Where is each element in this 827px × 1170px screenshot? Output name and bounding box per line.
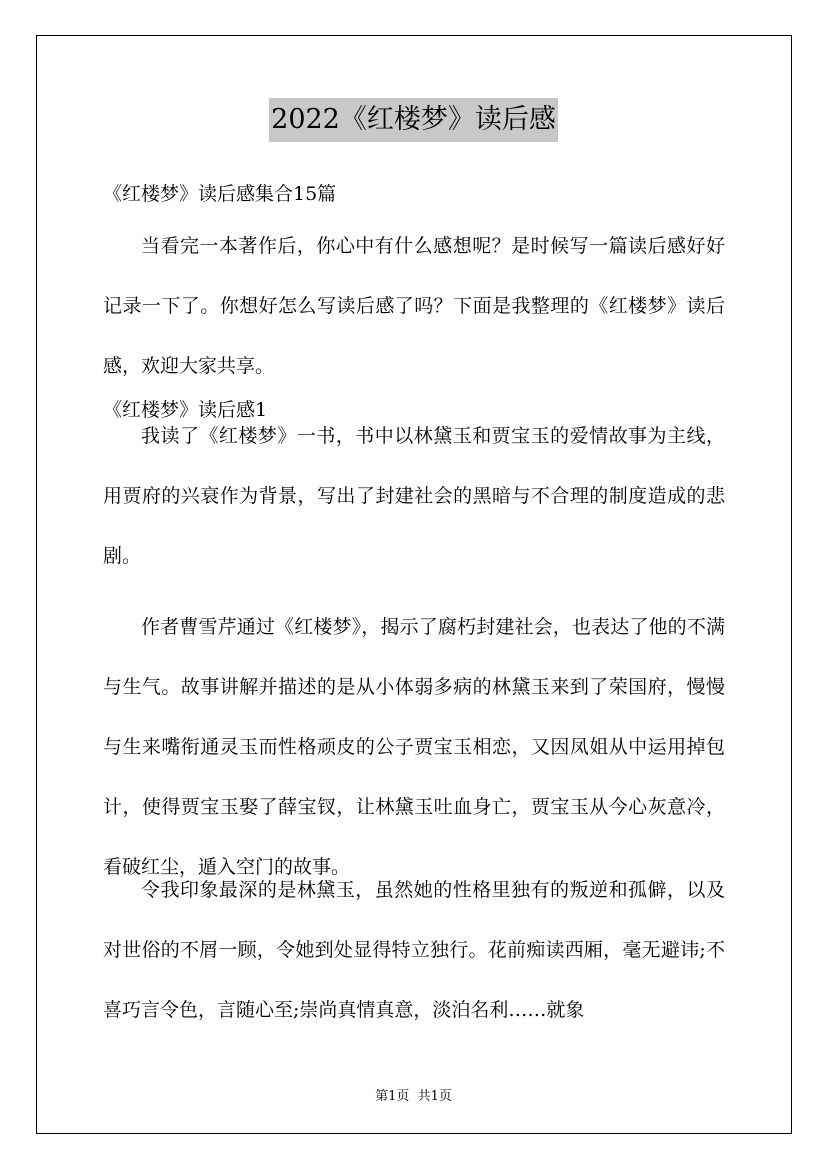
document-title: 2022《红楼梦》读后感 — [269, 98, 558, 142]
body-paragraph-2: 作者曹雪芹通过《红楼梦》，揭示了腐朽封建社会，也表达了他的不满与生气。故事讲解并描述的是从小体弱多病的林黛玉来到了荣国府，慢慢与生来嘴衔通灵玉而性格顽皮的公子贾宝玉相恋，又因凤姐从中运用掉包计，使得贾宝玉娶了薛宝钗，让林黛玉吐血身亡，贾宝玉从今心灰意冷，看破红尘，遁入空门的故事。 — [103, 616, 725, 878]
section-heading: 《红楼梦》读后感1 — [103, 399, 268, 421]
body-paragraph-3: 令我印象最深的是林黛玉，虽然她的性格里独有的叛逆和孤僻，以及对世俗的不屑一顾，令她到处显得特立独行。花前痴读西厢，毫无避讳;不喜巧言令色，言随心至;崇尚真情真意，淡泊名利……就象 — [103, 879, 725, 1021]
body-paragraph-1: 我读了《红楼梦》一书，书中以林黛玉和贾宝玉的爱情故事为主线，用贾府的兴衰作为背景，写出了封建社会的黑暗与不合理的制度造成的悲剧。 — [103, 425, 725, 567]
intro-paragraph: 当看完一本著作后，你心中有什么感想呢？是时候写一篇读后感好好记录一下了。你想好怎么写读后感了吗？下面是我整理的《红楼梦》读后感，欢迎大家共享。 — [103, 235, 725, 377]
title-container — [0, 98, 827, 142]
page-footer: 第1页 共1页 — [375, 1089, 452, 1104]
document-subtitle: 《红楼梦》读后感集合15篇 — [103, 183, 337, 205]
